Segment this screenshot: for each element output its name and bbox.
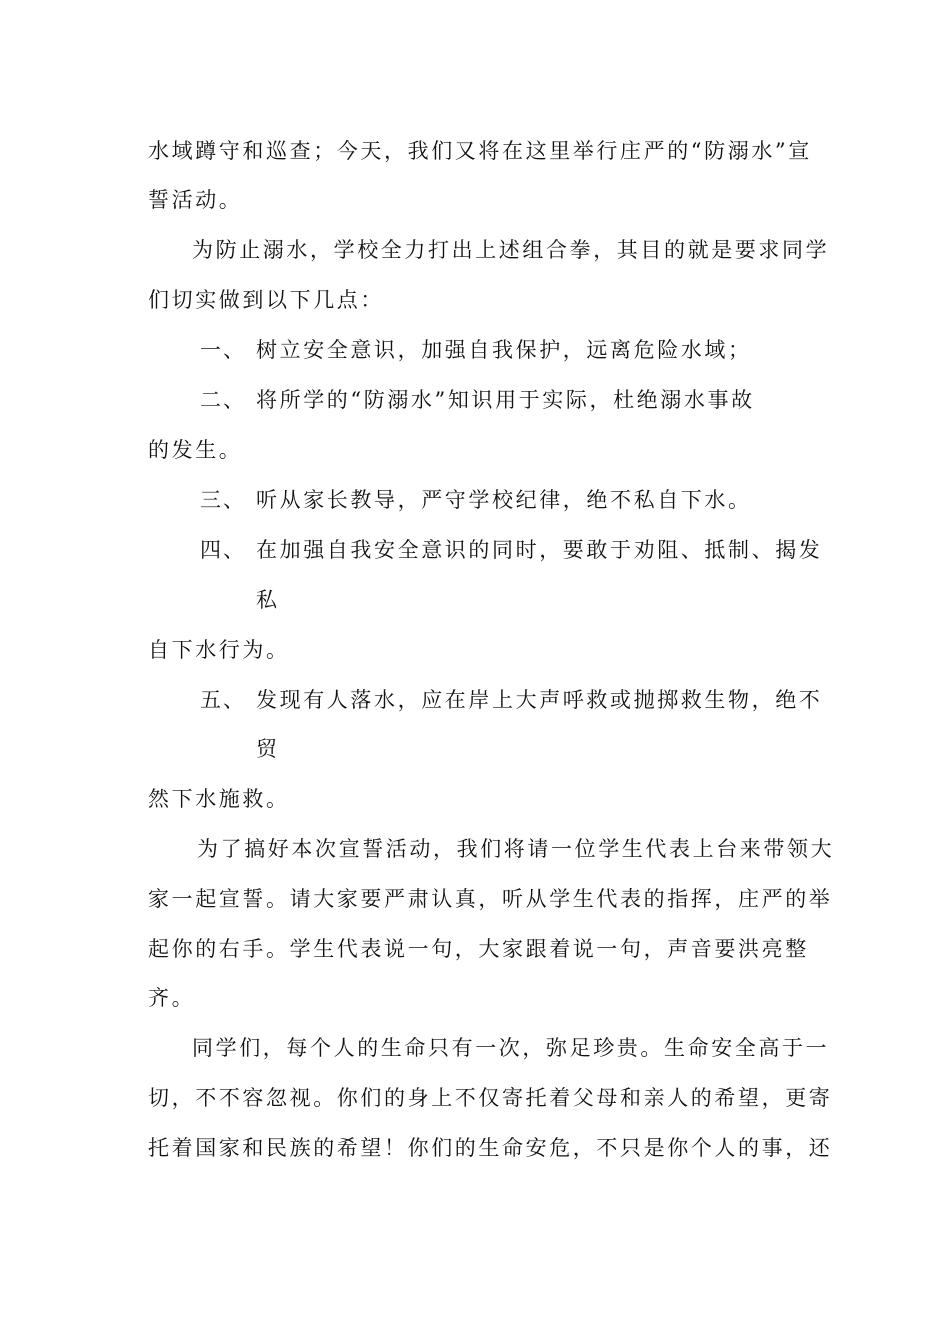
list-item-number: 五、 [200,688,246,712]
paragraph-line: 齐。 [148,986,196,1010]
list-item-text: 树立安全意识，加强自我保护，远离危险水域； [256,338,752,362]
list-item-wrap: 贸 [256,737,280,761]
paragraph-line: 为了搞好本次宣誓活动，我们将请一位学生代表上台来带领大 [197,837,835,861]
paragraph-line: 们切实做到以下几点： [148,288,384,312]
paragraph-line: 誓活动。 [148,188,243,212]
list-item-text: 听从家长教导，严守学校纪律，绝不私自下水。 [256,488,752,512]
list-item-text: 将所学的“防溺水”知识用于实际，杜绝溺水事故 [256,388,755,412]
paragraph-line: 同学们，每个人的生命只有一次，弥足珍贵。生命安全高于一 [192,1036,830,1060]
list-item-continuation: 然下水施救。 [148,787,290,811]
paragraph-line: 托着国家和民族的希望！你们的生命安危，不只是你个人的事，还 [148,1136,833,1160]
paragraph-line: 起你的右手。学生代表说一句，大家跟着说一句，声音要洪亮整 [148,937,809,961]
list-item-text: 发现有人落水，应在岸上大声呼救或抛掷救生物，绝不 [256,688,823,712]
paragraph-line: 家一起宣誓。请大家要严肃认真，听从学生代表的指挥，庄严的举 [148,887,833,911]
list-item-number: 一、 [200,338,246,362]
paragraph-line: 为防止溺水，学校全力打出上述组合拳，其目的就是要求同学 [192,238,830,262]
list-item-text: 在加强自我安全意识的同时，要敢于劝阻、抵制、揭发 [256,538,823,562]
list-item-continuation: 的发生。 [148,438,243,462]
list-item-number: 三、 [200,488,246,512]
list-item-wrap: 私 [256,588,280,612]
paragraph-line: 切，不不容忽视。你们的身上不仅寄托着父母和亲人的希望，更寄 [148,1086,833,1110]
list-item-number: 四、 [200,538,246,562]
list-item-continuation: 自下水行为。 [148,638,290,662]
list-item-number: 二、 [200,388,246,412]
paragraph-line: 水域蹲守和巡查；今天，我们又将在这里举行庄严的“防溺水”宣 [148,139,812,163]
